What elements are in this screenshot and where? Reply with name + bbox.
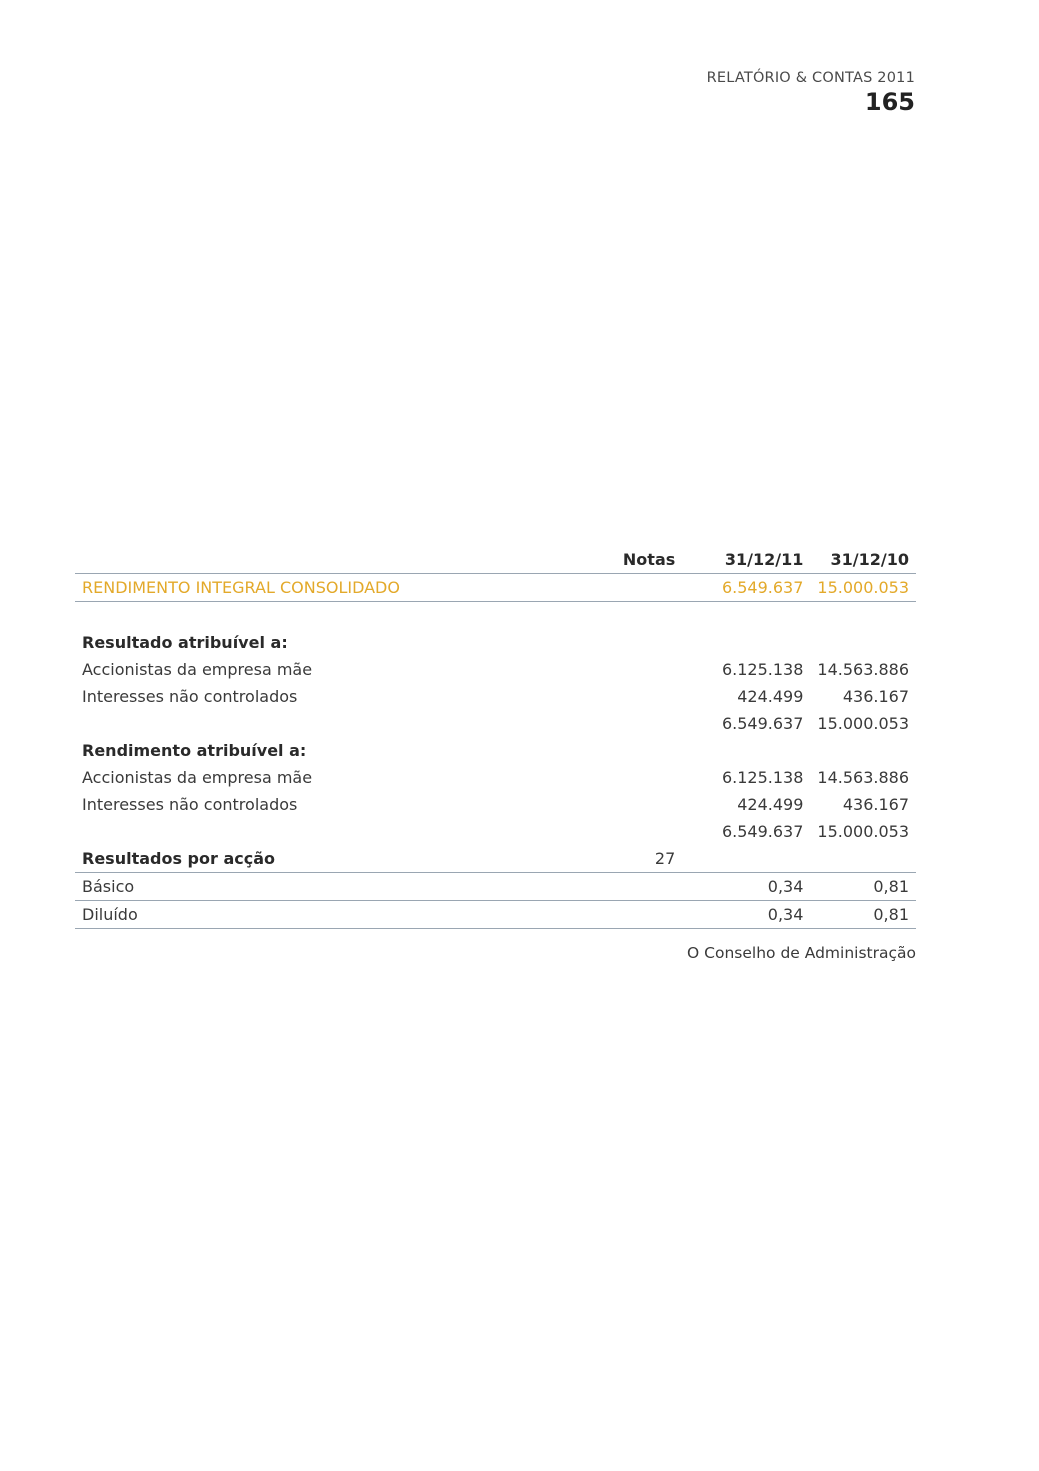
document-title: RELATÓRIO & CONTAS 2011 bbox=[706, 70, 915, 86]
subtotal-row: 6.549.637 15.000.053 bbox=[721, 822, 909, 841]
table-row: Básico 0,34 0,81 bbox=[75, 873, 916, 901]
eps-note: 27 bbox=[604, 845, 683, 873]
eps-title: Resultados por acção bbox=[75, 845, 604, 873]
total-label: RENDIMENTO INTEGRAL CONSOLIDADO bbox=[75, 574, 604, 602]
total-current: 6.549.637 bbox=[682, 574, 810, 602]
spacer-row bbox=[75, 602, 916, 630]
page-header bbox=[707, 70, 915, 116]
result-section-title: Resultado atribuível a: bbox=[82, 633, 288, 652]
table-row: Interesses não controlados 424.499 436.167 bbox=[82, 687, 909, 706]
board-signature: O Conselho de Administração bbox=[687, 944, 916, 962]
table-row: Accionistas da empresa mãe 6.125.138 14.563.886 bbox=[82, 660, 909, 679]
table-row: Interesses não controlados 424.499 436.167 bbox=[82, 795, 909, 814]
eps-title-row bbox=[75, 845, 916, 873]
total-row bbox=[75, 574, 916, 602]
page-number: 165 bbox=[864, 88, 915, 116]
table-row: Diluído 0,34 0,81 bbox=[75, 901, 916, 929]
total-previous: 15.000.053 bbox=[810, 574, 916, 602]
previous-year-column-header: 31/12/10 bbox=[810, 546, 916, 574]
subtotal-row: 6.549.637 15.000.053 bbox=[721, 714, 909, 733]
current-year-column-header: 31/12/11 bbox=[682, 546, 810, 574]
header-label-cell bbox=[75, 546, 604, 574]
income-section-title: Rendimento atribuível a: bbox=[82, 741, 307, 760]
section-title-row bbox=[75, 737, 916, 764]
table-row: Accionistas da empresa mãe 6.125.138 14.563.886 bbox=[82, 768, 909, 787]
notes-column-header: Notas bbox=[604, 546, 683, 574]
section-title-row bbox=[75, 629, 916, 656]
comprehensive-income-table bbox=[75, 546, 916, 929]
table-header-row bbox=[75, 546, 916, 574]
